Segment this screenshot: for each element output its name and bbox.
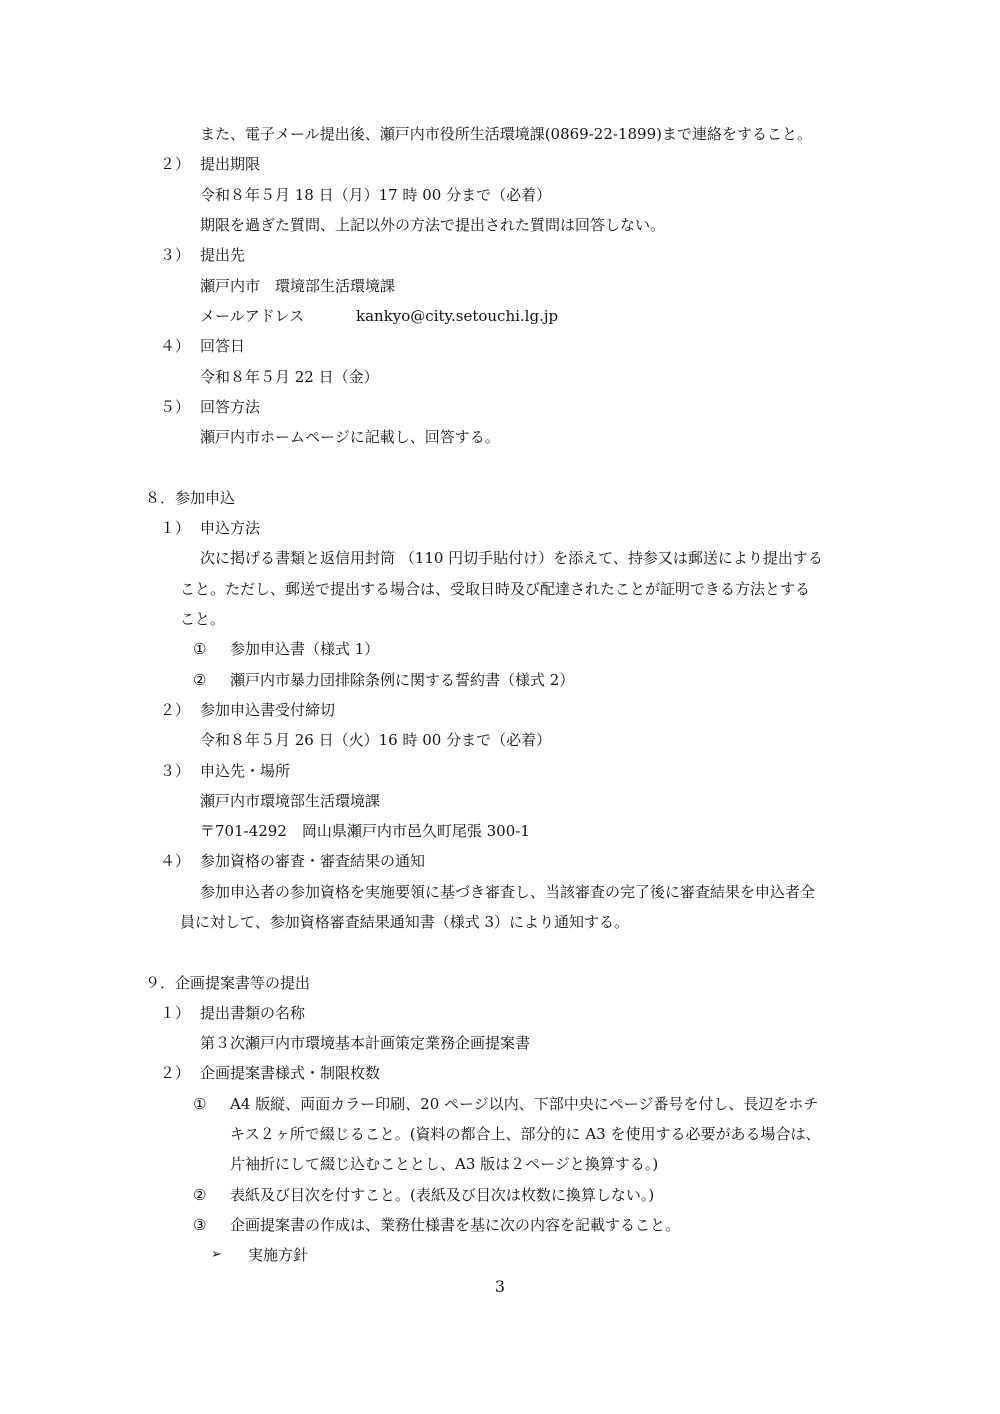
format-rule-line: 企画提案書の作成は、業務仕様書を基に次の内容を記載すること。 bbox=[230, 1216, 681, 1234]
circle-mark: ② bbox=[193, 1186, 207, 1204]
item-number: ３） bbox=[160, 246, 191, 264]
sub-item-form1: 参加申込書（様式 1） bbox=[230, 640, 380, 658]
deadline-date: 令和８年５月 18 日（月）17 時 00 分まで（必着） bbox=[200, 186, 552, 204]
mail-address: kankyo@city.setouchi.lg.jp bbox=[356, 307, 559, 325]
item-title-qualification: 参加資格の審査・審査結果の通知 bbox=[200, 852, 426, 870]
item-title-application-method: 申込方法 bbox=[200, 519, 261, 537]
document-name: 第３次瀬戸内市環境基本計画策定業務企画提案書 bbox=[200, 1034, 531, 1052]
item-title-deadline: 提出期限 bbox=[200, 155, 261, 173]
item-number: ２） bbox=[160, 701, 191, 719]
bullet-implementation-policy: 実施方針 bbox=[248, 1246, 309, 1264]
item-number: ３） bbox=[160, 762, 191, 780]
application-para-line: こと。 bbox=[180, 610, 226, 628]
item-title-application-place: 申込先・場所 bbox=[200, 762, 291, 780]
item-number: １） bbox=[160, 1004, 191, 1022]
application-place-address: 〒701-4292 岡山県瀬戸内市邑久町尾張 300-1 bbox=[200, 822, 530, 840]
item-number: ４） bbox=[160, 852, 191, 870]
application-para-line: こと。ただし、郵送で提出する場合は、受取日時及び配達されたことが証明できる方法とする bbox=[180, 580, 811, 598]
application-deadline-date: 令和８年５月 26 日（火）16 時 00 分まで（必着） bbox=[200, 731, 552, 749]
contact-line: また、電子メール提出後、瀬戸内市役所生活環境課(0869-22-1899)まで連絡をすること。 bbox=[200, 125, 812, 143]
item-number: １） bbox=[160, 519, 191, 537]
sub-item-form2: 瀬戸内市暴力団排除条例に関する誓約書（様式 2） bbox=[230, 671, 575, 689]
application-para-line: 次に掲げる書類と返信用封筒 （110 円切手貼付け）を添えて、持参又は郵送により提出する bbox=[200, 549, 823, 567]
format-rule-line: 片袖折にして綴じ込むこととし、A3 版は２ページと換算する。) bbox=[230, 1155, 659, 1173]
application-place-dept: 瀬戸内市環境部生活環境課 bbox=[200, 792, 381, 810]
format-rule-line: キス２ヶ所で綴じること。(資料の都合上、部分的に A3 を使用する必要がある場合は、 bbox=[230, 1125, 821, 1143]
circle-mark: ① bbox=[193, 640, 207, 658]
section-heading-9: ９．企画提案書等の提出 bbox=[145, 974, 311, 992]
mail-label: メールアドレス bbox=[200, 307, 305, 325]
circle-mark: ② bbox=[193, 671, 207, 689]
qualification-para-line: 員に対して、参加資格審査結果通知書（様式 3）により通知する。 bbox=[180, 913, 630, 931]
deadline-note: 期限を過ぎた質問、上記以外の方法で提出された質問は回答しない。 bbox=[200, 216, 666, 234]
format-rule-line: 表紙及び目次を付すこと。(表紙及び目次は枚数に換算しない。) bbox=[230, 1186, 655, 1204]
arrow-bullet-icon: ➢ bbox=[211, 1247, 222, 1262]
item-number: ２） bbox=[160, 155, 191, 173]
answer-date: 令和８年５月 22 日（金） bbox=[200, 368, 379, 386]
item-number: ５） bbox=[160, 398, 191, 416]
circle-mark: ③ bbox=[193, 1216, 207, 1234]
item-number: ４） bbox=[160, 337, 191, 355]
answer-method: 瀬戸内市ホームページに記載し、回答する。 bbox=[200, 428, 500, 446]
item-title-proposal-format: 企画提案書様式・制限枚数 bbox=[200, 1064, 381, 1082]
item-title-answer-date: 回答日 bbox=[200, 337, 246, 355]
section-heading-8: ８．参加申込 bbox=[145, 489, 236, 507]
qualification-para-line: 参加申込者の参加資格を実施要領に基づき審査し、当該審査の完了後に審査結果を申込者全 bbox=[200, 883, 816, 901]
page-number: 3 bbox=[494, 1277, 506, 1296]
circle-mark: ① bbox=[193, 1095, 207, 1113]
item-title-application-deadline: 参加申込書受付締切 bbox=[200, 701, 336, 719]
format-rule-line: A4 版縦、両面カラー印刷、20 ページ以内、下部中央にページ番号を付し、長辺をホチ bbox=[230, 1095, 819, 1113]
destination-dept: 瀬戸内市 環境部生活環境課 bbox=[200, 277, 396, 295]
item-title-answer-method: 回答方法 bbox=[200, 398, 261, 416]
item-title-document-name: 提出書類の名称 bbox=[200, 1004, 306, 1022]
item-number: ２） bbox=[160, 1064, 191, 1082]
item-title-destination: 提出先 bbox=[200, 246, 246, 264]
